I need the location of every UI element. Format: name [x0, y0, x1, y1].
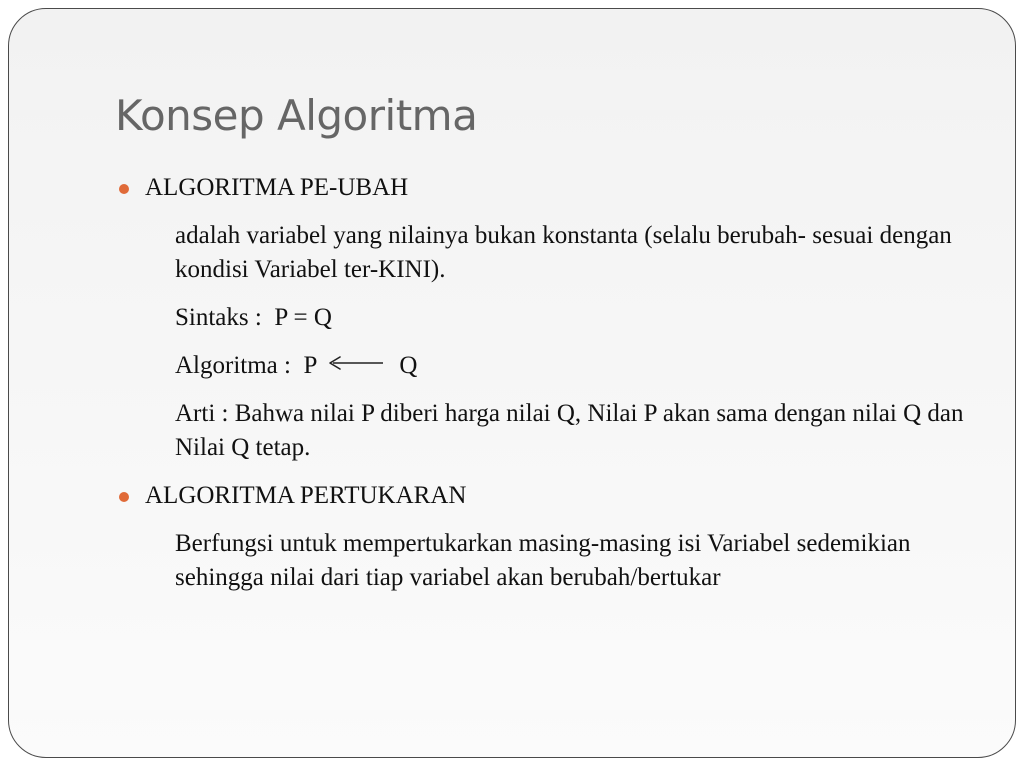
slide-content: [115, 171, 975, 595]
exchange-description-text: Berfungsi untuk mempertukarkan masing-masing isi Variabel sedemikian sehingga nilai dari tiap variabel akan berubah/bertukar: [175, 530, 911, 591]
left-arrow-icon: [325, 348, 389, 382]
bullet-heading: ALGORITMA PE-UBAH: [145, 174, 409, 201]
slide-title: Konsep Algoritma: [115, 91, 478, 140]
bullet-dot-icon: [119, 184, 129, 194]
meaning-text: Arti : Bahwa nilai P diberi harga nilai Q, Nilai P akan sama dengan nilai Q dan Nilai Q tetap.: [175, 400, 964, 461]
algorithm-prefix: Algoritma : P: [175, 352, 318, 379]
syntax-text: Sintaks : P = Q: [175, 304, 332, 331]
definition-text: adalah variabel yang nilainya bukan konstanta (selalu berubah- sesuai dengan kondisi Variabel ter-KINI).: [175, 222, 952, 283]
bullet-algoritma-pe-ubah: [115, 171, 975, 465]
algorithm-line: [175, 349, 980, 383]
bullet-algoritma-pertukaran: [115, 479, 975, 595]
bullet-dot-icon: [119, 492, 129, 502]
bullet-heading: ALGORITMA PERTUKARAN: [145, 482, 467, 509]
slide-frame: [8, 8, 1016, 758]
algorithm-suffix: Q: [399, 352, 418, 379]
